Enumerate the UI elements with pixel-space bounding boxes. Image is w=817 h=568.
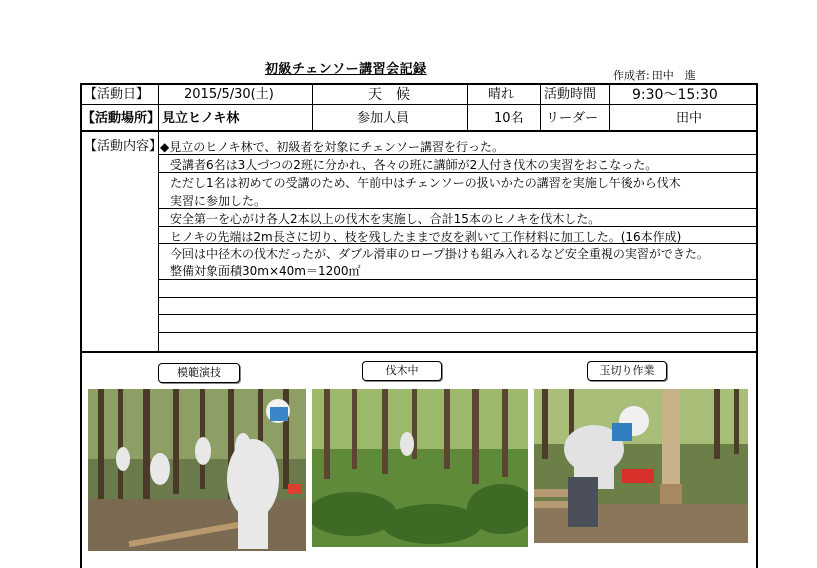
place-label: 【活動場所】 xyxy=(82,111,161,126)
date-label: 【活動日】 xyxy=(84,87,150,102)
photo-label-demonstration: 模範演技 xyxy=(158,363,240,383)
document-title: 初級チェンソー講習会記録 xyxy=(265,62,427,77)
row-divider xyxy=(158,154,758,155)
col-divider xyxy=(158,85,159,351)
record-sheet xyxy=(80,83,758,568)
photo-felling xyxy=(312,389,528,547)
participants-value: 10名 xyxy=(494,111,524,126)
content-line: 実習に参加した。 xyxy=(170,194,267,208)
photo-label-felling: 伐木中 xyxy=(362,361,442,381)
photo-label-bucking: 玉切り作業 xyxy=(587,361,667,381)
photo-bucking xyxy=(534,389,748,543)
content-label: 【活動内容】 xyxy=(84,139,163,154)
row-divider xyxy=(158,226,758,227)
col-divider xyxy=(540,85,541,130)
row-divider xyxy=(158,332,758,333)
content-line: 整備対象面積30m×40m＝1200㎡ xyxy=(170,264,361,278)
row-divider xyxy=(158,243,758,244)
content-line: ヒノキの先端は2m長さに切り、枝を残したままで皮を剥いて工作材料に加工した。(16本作成) xyxy=(170,230,682,244)
leader-label: リーダー xyxy=(546,111,599,126)
row-divider xyxy=(82,351,758,353)
time-value: 9:30～15:30 xyxy=(632,87,718,103)
author-name: 田中 進 xyxy=(651,69,696,82)
leader-value: 田中 xyxy=(676,111,703,126)
row-divider xyxy=(158,208,758,209)
content-line: 安全第一を心がけ各人2本以上の伐木を実施し、合計15本のヒノキを伐木した。 xyxy=(170,212,601,226)
date-value: 2015/5/30(土) xyxy=(184,87,274,102)
content-line: 今回は中径木の伐木だったが、ダブル滑車のロープ掛けも組み入れるなど安全重視の実習ができた。 xyxy=(170,247,709,261)
weather-value: 晴れ xyxy=(488,87,515,102)
row-divider xyxy=(158,297,758,298)
participants-label: 参加人員 xyxy=(357,111,410,126)
photo-demonstration xyxy=(88,389,306,551)
author-label: 作成者: xyxy=(613,69,650,82)
row-divider xyxy=(158,172,758,173)
content-line: ◆見立のヒノキ林で、初級者を対象にチェンソー講習を行った。 xyxy=(160,140,505,154)
row-divider xyxy=(82,130,758,132)
content-line: 受講者6名は3人づつの2班に分かれ、各々の班に講師が2人付き伐木の実習をおこなった。 xyxy=(170,158,658,172)
weather-label: 天 候 xyxy=(368,87,410,103)
row-divider xyxy=(158,279,758,280)
row-divider xyxy=(158,314,758,315)
content-line: ただし1名は初めての受講のため、午前中はチェンソーの扱いかたの講習を実施し午後から伐木 xyxy=(170,176,681,190)
author xyxy=(611,67,696,83)
place-value: 見立ヒノキ林 xyxy=(162,111,240,126)
time-label: 活動時間 xyxy=(544,87,597,102)
col-divider xyxy=(312,85,313,130)
row-divider xyxy=(82,104,758,105)
col-divider xyxy=(609,85,610,130)
col-divider xyxy=(467,85,468,130)
